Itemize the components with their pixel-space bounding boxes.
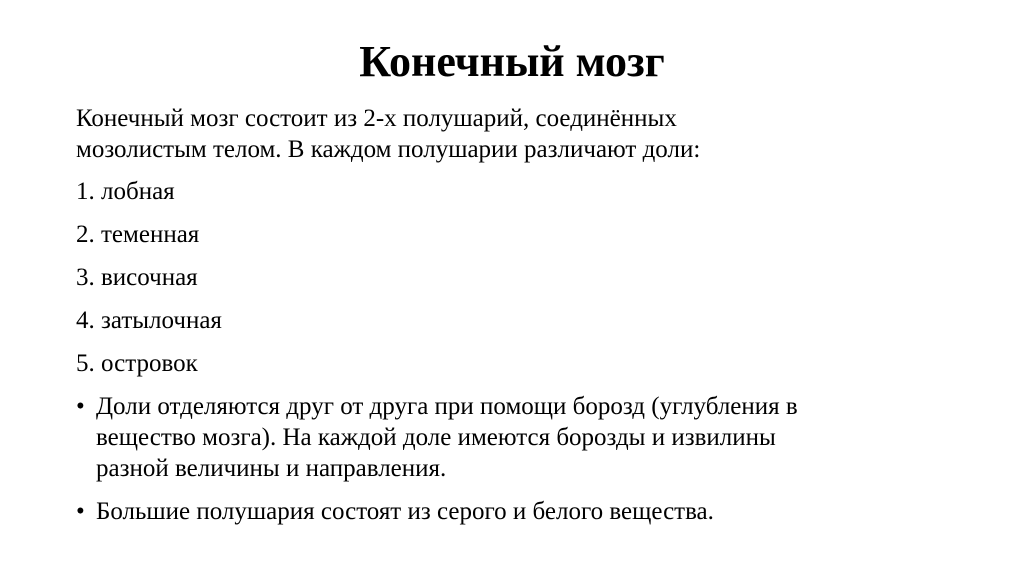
bullet-item-sulci <box>76 391 966 484</box>
intro-paragraph <box>76 103 966 165</box>
intro-line: мозолистым телом. В каждом полушарии различают доли: <box>76 136 701 163</box>
list-item-lobe-4: 4. затылочная <box>76 307 222 334</box>
list-item-lobe-1: 1. лобная <box>76 178 175 205</box>
bullet-line: разной величины и направления. <box>96 455 447 482</box>
bullet-line: вещество мозга). На каждой доле имеются борозды и извилины <box>96 424 776 451</box>
slide-title: Конечный мозг <box>359 37 665 86</box>
list-item-lobe-3: 3. височная <box>76 264 198 291</box>
intro-line: Конечный мозг состоит из 2-х полушарий, соединённых <box>76 105 677 132</box>
slide-body <box>76 103 966 527</box>
bullet-line: Большие полушария состоят из серого и белого вещества. <box>96 498 714 525</box>
list-item-lobe-5: 5. островок <box>76 350 198 377</box>
list-item-lobe-2: 2. теменная <box>76 221 200 248</box>
bullet-line: Доли отделяются друг от друга при помощи борозд (углубления в <box>96 393 798 420</box>
bullet-item-matter <box>76 496 966 527</box>
